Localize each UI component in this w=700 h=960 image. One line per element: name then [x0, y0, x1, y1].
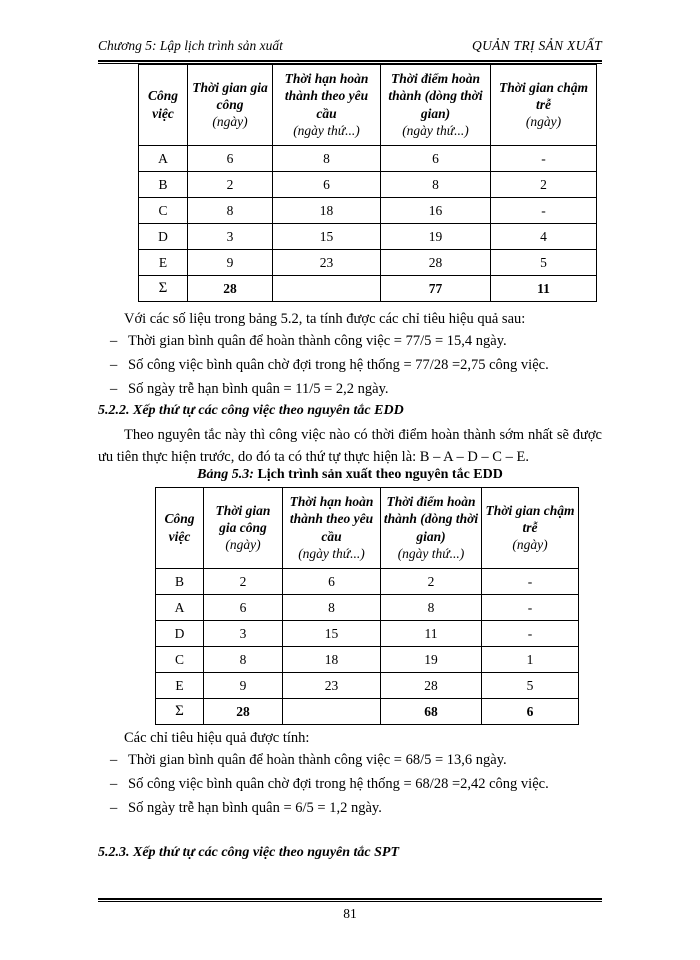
col-header-flow-time-unit: (ngày thứ...)	[397, 545, 465, 561]
cell-lateness: -	[482, 621, 579, 647]
dash-marker: –	[110, 380, 118, 397]
cell-processing-time: 9	[188, 250, 273, 276]
cell-flow-time: 8	[381, 172, 491, 198]
total-lateness: 11	[491, 276, 597, 302]
col-header-due-date	[273, 65, 381, 146]
list-item	[98, 330, 602, 354]
col-header-due-date-label: Thời hạn hoàn thành theo yêu cầu	[289, 494, 374, 544]
cell-lateness: -	[491, 146, 597, 172]
cell-job: B	[139, 172, 188, 198]
table-bang-5-2-head	[139, 65, 597, 146]
total-due-date	[283, 699, 381, 725]
running-head-left: Chương 5: Lập lịch trình sản xuất	[98, 38, 283, 53]
table-row	[156, 673, 579, 699]
bullet-list-edd	[98, 749, 602, 821]
header-rule	[98, 60, 602, 62]
col-header-lateness	[491, 65, 597, 146]
list-item	[98, 354, 602, 378]
total-due-date	[273, 276, 381, 302]
col-header-processing-time-label: Thời gian gia công	[192, 79, 268, 112]
cell-processing-time: 9	[204, 673, 283, 699]
table-bang-5-3-head	[156, 488, 579, 569]
table-row	[139, 198, 597, 224]
cell-job: E	[156, 673, 204, 699]
list-item	[98, 797, 602, 821]
dash-marker: –	[110, 752, 118, 768]
col-header-lateness-label: Thời gian chậm trễ	[485, 502, 575, 535]
cell-job: A	[156, 595, 204, 621]
total-flow-time: 77	[381, 276, 491, 302]
cell-due-date: 18	[273, 198, 381, 224]
para-indicators-fcfs-lead: Với các số liệu trong bảng 5.2, ta tính được các chỉ tiêu hiệu quả sau:	[124, 311, 526, 327]
cell-due-date: 23	[273, 250, 381, 276]
list-item-text: Số công việc bình quân chờ đợi trong hệ thống = 68/28 =2,42 công việc.	[128, 775, 549, 792]
table-row	[139, 146, 597, 172]
section-heading-5-2-2: 5.2.2. Xếp thứ tự các công việc theo nguyên tắc EDD	[98, 403, 404, 418]
cell-lateness: -	[482, 595, 579, 621]
table-header-row	[156, 488, 579, 569]
cell-job: D	[156, 621, 204, 647]
list-item-text: Thời gian bình quân để hoàn thành công việc = 68/5 = 13,6 ngày.	[128, 752, 507, 768]
col-header-processing-time-unit: (ngày)	[212, 114, 248, 130]
sigma-symbol: Σ	[156, 699, 204, 725]
section-heading-5-2-3: 5.2.3. Xếp thứ tự các công việc theo nguyên tắc SPT	[98, 845, 400, 860]
col-header-processing-time	[204, 488, 283, 569]
col-header-processing-time-label: Thời gian gia công	[215, 502, 271, 535]
cell-flow-time: 16	[381, 198, 491, 224]
total-processing-time: 28	[188, 276, 273, 302]
total-lateness: 6	[482, 699, 579, 725]
col-header-due-date-unit: (ngày thứ...)	[298, 545, 365, 561]
list-item-text: Số ngày trễ hạn bình quân = 6/5 = 1,2 ngày.	[128, 799, 382, 816]
dash-marker: –	[110, 799, 118, 816]
dash-marker: –	[110, 333, 118, 349]
cell-flow-time: 11	[381, 621, 482, 647]
cell-due-date: 15	[273, 224, 381, 250]
cell-due-date: 18	[283, 647, 381, 673]
table-header-row	[139, 65, 597, 146]
cell-processing-time: 2	[188, 172, 273, 198]
col-header-flow-time	[381, 65, 491, 146]
footer-rule	[98, 898, 602, 900]
col-header-flow-time-label: Thời điểm hoàn thành (dòng thời gian)	[388, 71, 483, 121]
col-header-processing-time	[188, 65, 273, 146]
cell-due-date: 23	[283, 673, 381, 699]
cell-due-date: 8	[273, 146, 381, 172]
col-header-processing-time-unit: (ngày)	[225, 537, 261, 553]
table-row	[139, 172, 597, 198]
total-flow-time: 68	[381, 699, 482, 725]
cell-processing-time: 3	[204, 621, 283, 647]
table-row	[139, 250, 597, 276]
table-row	[139, 224, 597, 250]
para-indicators-edd-lead: Các chỉ tiêu hiệu quả được tính:	[124, 730, 310, 746]
col-header-lateness-unit: (ngày)	[525, 114, 562, 130]
col-header-flow-time	[381, 488, 482, 569]
caption-label: Bảng 5.3:	[197, 467, 254, 482]
bullet-list-fcfs	[98, 330, 602, 402]
cell-lateness: 5	[482, 673, 579, 699]
cell-processing-time: 8	[188, 198, 273, 224]
table-row	[156, 595, 579, 621]
caption-text: Lịch trình sản xuất theo nguyên tắc EDD	[253, 467, 503, 482]
col-header-flow-time-label: Thời điểm hoàn thành (dòng thời gian)	[383, 494, 479, 544]
cell-processing-time: 6	[188, 146, 273, 172]
cell-lateness: -	[491, 198, 597, 224]
list-item	[98, 378, 602, 402]
list-item-text: Thời gian bình quân để hoàn thành công việc = 77/5 = 15,4 ngày.	[128, 333, 507, 349]
cell-lateness: 2	[491, 172, 597, 198]
table-total-row	[139, 276, 597, 302]
cell-lateness: 5	[491, 250, 597, 276]
cell-flow-time: 28	[381, 250, 491, 276]
table-row	[156, 621, 579, 647]
running-head-right: QUẢN TRỊ SẢN XUẤT	[472, 38, 602, 53]
col-header-lateness-label: Thời gian chậm trễ	[498, 79, 588, 112]
col-header-flow-time-unit: (ngày thứ...)	[402, 122, 469, 138]
table-bang-5-3	[155, 487, 579, 725]
table-row	[156, 569, 579, 595]
sigma-symbol: Σ	[139, 276, 188, 302]
cell-flow-time: 8	[381, 595, 482, 621]
dash-marker: –	[110, 356, 118, 373]
list-item-text: Số công việc bình quân chờ đợi trong hệ thống = 77/28 =2,75 công việc.	[128, 356, 549, 373]
cell-flow-time: 19	[381, 224, 491, 250]
cell-lateness: 1	[482, 647, 579, 673]
table-total-row	[156, 699, 579, 725]
cell-due-date: 6	[273, 172, 381, 198]
cell-due-date: 15	[283, 621, 381, 647]
cell-processing-time: 3	[188, 224, 273, 250]
table-bang-5-2-body	[139, 146, 597, 302]
cell-job: C	[139, 198, 188, 224]
cell-lateness: -	[482, 569, 579, 595]
cell-processing-time: 6	[204, 595, 283, 621]
col-header-due-date	[283, 488, 381, 569]
col-header-due-date-label: Thời hạn hoàn thành theo yêu cầu	[284, 71, 369, 121]
cell-job: C	[156, 647, 204, 673]
cell-flow-time: 19	[381, 647, 482, 673]
para-edd-rule: Theo nguyên tắc này thì công việc nào có thời điểm hoàn thành sớm nhất sẽ được ưu tiên thực hiện trước, do đó ta có thứ tự thực hiện là: B – A – D – C – E.	[98, 427, 602, 466]
caption-bang-5-3	[0, 467, 700, 483]
cell-processing-time: 8	[204, 647, 283, 673]
col-header-lateness-unit: (ngày)	[512, 537, 548, 553]
cell-flow-time: 2	[381, 569, 482, 595]
page-number: 81	[343, 906, 357, 921]
cell-job: D	[139, 224, 188, 250]
cell-job: E	[139, 250, 188, 276]
table-bang-5-2	[138, 64, 597, 302]
table-row	[156, 647, 579, 673]
col-header-job: Công việc	[139, 65, 188, 146]
total-processing-time: 28	[204, 699, 283, 725]
list-item	[98, 749, 602, 773]
list-item-text: Số ngày trễ hạn bình quân = 11/5 = 2,2 ngày.	[128, 380, 389, 397]
cell-lateness: 4	[491, 224, 597, 250]
cell-job: A	[139, 146, 188, 172]
cell-due-date: 6	[283, 569, 381, 595]
running-head	[98, 38, 602, 54]
cell-flow-time: 6	[381, 146, 491, 172]
col-header-job: Công việc	[156, 488, 204, 569]
cell-flow-time: 28	[381, 673, 482, 699]
list-item	[98, 773, 602, 797]
cell-due-date: 8	[283, 595, 381, 621]
cell-job: B	[156, 569, 204, 595]
table-bang-5-3-body	[156, 569, 579, 725]
col-header-lateness	[482, 488, 579, 569]
dash-marker: –	[110, 775, 118, 792]
cell-processing-time: 2	[204, 569, 283, 595]
col-header-due-date-unit: (ngày thứ...)	[293, 122, 360, 138]
